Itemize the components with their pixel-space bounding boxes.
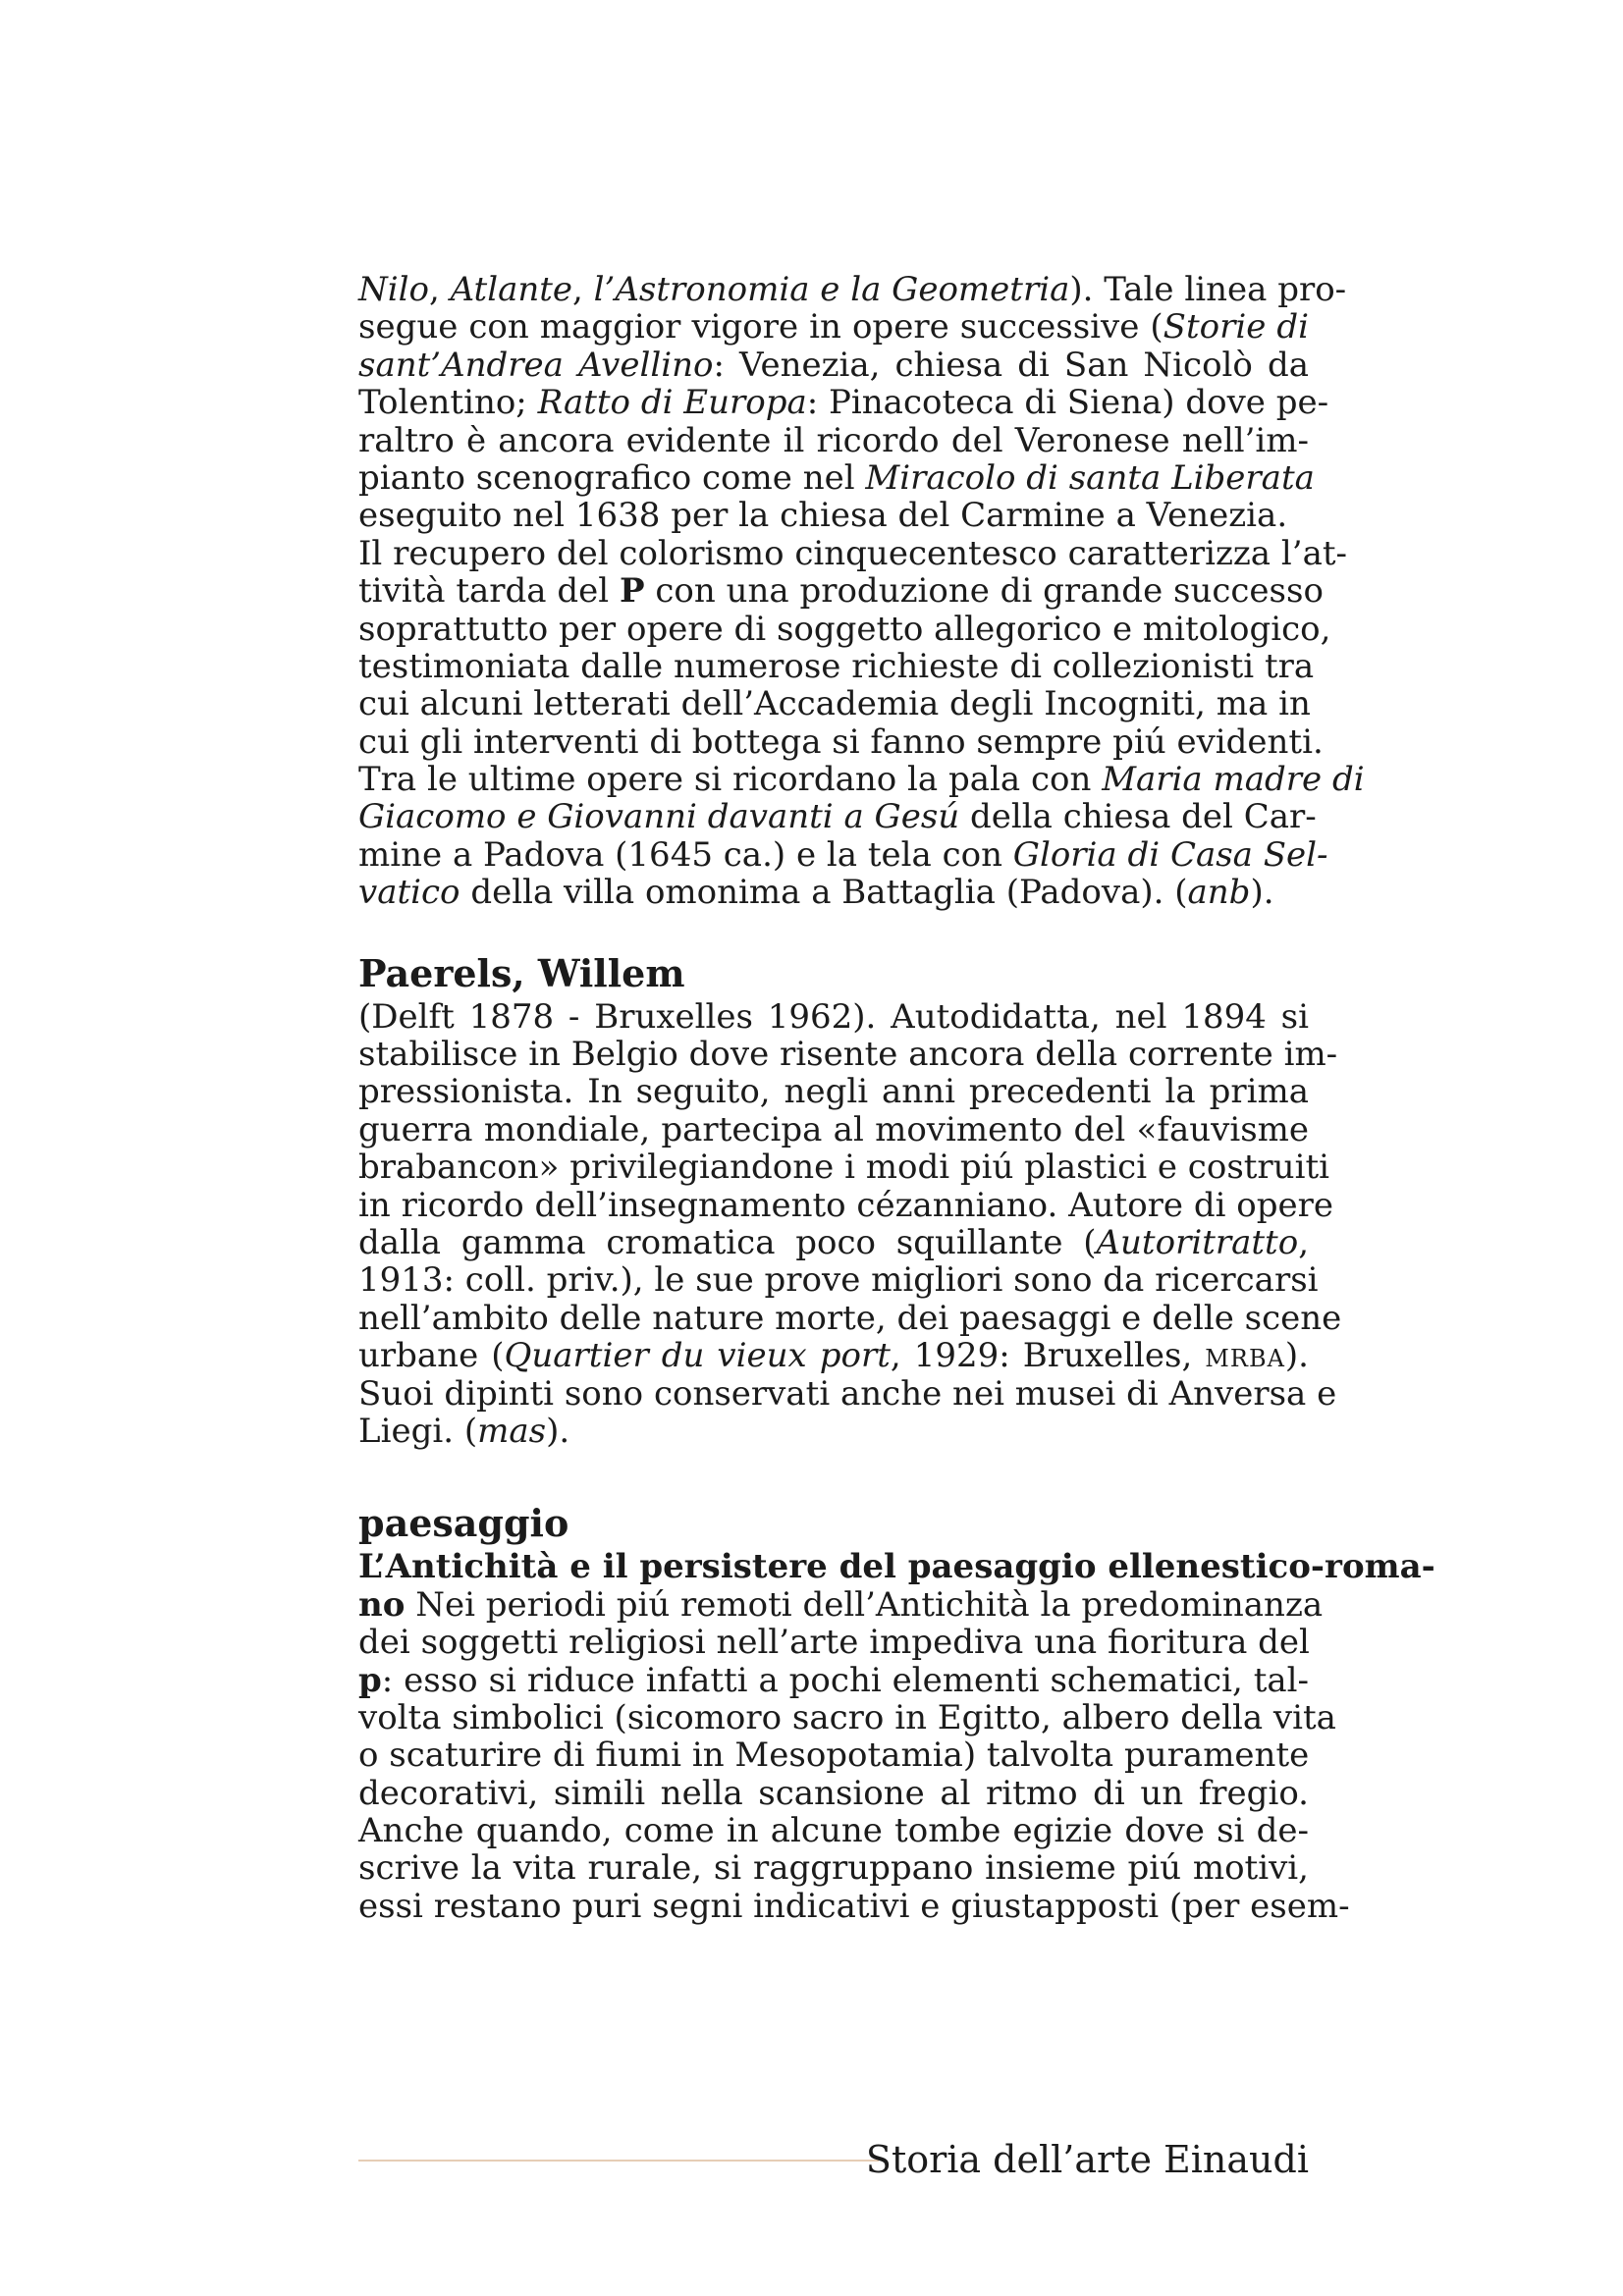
text-run: ). xyxy=(1284,1336,1309,1376)
text-line xyxy=(358,571,1324,612)
text-run: Giacomo e Giovanni davanti a Gesú xyxy=(358,797,960,837)
text-run: mas xyxy=(477,1411,547,1451)
text-line xyxy=(358,646,1315,686)
text-line xyxy=(358,1812,1309,1849)
text-run: : esso si riduce infatti a pochi elementi schematici, tal- xyxy=(381,1660,1309,1700)
entry-paesaggio xyxy=(358,1501,1435,1926)
text-run: della villa omonima a Battaglia (Padova). ( xyxy=(460,873,1188,913)
text-line xyxy=(358,1337,1309,1374)
text-run: essi restano puri segni indicativi e giustapposti (per esem- xyxy=(358,1886,1350,1926)
text-run: brabancon» privilegiandone i modi piú plastici e costruiti xyxy=(358,1148,1329,1188)
text-run: ). xyxy=(546,1411,570,1451)
text-run: segue con maggior vigore in opere successive ( xyxy=(358,307,1163,347)
text-run: , xyxy=(572,270,594,309)
text-line xyxy=(358,1775,1309,1812)
text-run: L’Antichità e il persistere del paesaggio ellenestico-roma- xyxy=(358,1547,1435,1587)
text-run: eseguito nel 1638 per la chiesa del Carmine a Venezia. xyxy=(358,496,1288,536)
text-run: Anche quando, come in alcune tombe egizie dove si de- xyxy=(358,1811,1309,1851)
text-run: 1913: coll. priv.), le sue prove migliori sono da ricercarsi xyxy=(358,1260,1319,1301)
text-line xyxy=(358,685,1309,722)
text-line xyxy=(358,308,1309,346)
text-run: con una produzione di grande successo xyxy=(644,571,1324,612)
text-run: , 1929: Bruxelles, xyxy=(890,1336,1206,1376)
text-column xyxy=(358,270,1435,1926)
text-line xyxy=(358,457,1315,498)
text-line xyxy=(358,1736,1309,1774)
text-run: dalla gamma cromatica poco squillante ( xyxy=(358,1222,1097,1262)
text-line xyxy=(358,1373,1337,1414)
text-line xyxy=(358,533,1347,573)
text-run: in ricordo dell’insegnamento cézanniano. Autore di opere xyxy=(358,1185,1334,1225)
text-run: , xyxy=(1298,1222,1309,1262)
text-run: Suoi dipinti sono conservati anche nei musei di Anversa e xyxy=(358,1373,1337,1414)
text-line xyxy=(358,609,1331,649)
text-run: p xyxy=(358,1660,382,1700)
text-run: Atlante xyxy=(450,270,573,309)
text-line xyxy=(358,1413,1309,1450)
text-line xyxy=(358,1697,1336,1737)
text-line xyxy=(358,270,1347,309)
text-run: ). xyxy=(1250,873,1274,913)
text-line xyxy=(358,1662,1309,1699)
text-line xyxy=(358,1148,1329,1188)
text-run: raltro è ancora evidente il ricordo del Veronese nell’im- xyxy=(358,420,1309,460)
text-run: : Pinacoteca di Siena) dove pe- xyxy=(806,383,1329,423)
text-line xyxy=(358,1624,1309,1661)
text-run: Quartier du vieux port xyxy=(504,1336,891,1376)
text-line xyxy=(358,797,1317,837)
text-run: volta simbolici (sicomoro sacro in Egitto, albero della vita xyxy=(358,1697,1336,1737)
text-run: Il recupero del colorismo cinquecentesco caratterizza l’at- xyxy=(358,533,1347,573)
text-run: Tra le ultime opere si ricordano la pala con xyxy=(358,760,1103,800)
text-run: MRBA xyxy=(1205,1345,1285,1373)
text-run: : Venezia, chiesa di San Nicolò da xyxy=(713,345,1309,385)
text-run: Nilo xyxy=(358,270,429,309)
text-line xyxy=(358,1547,1435,1587)
text-run: scrive la vita rurale, si raggruppano insieme piú motivi, xyxy=(358,1848,1309,1889)
text-line xyxy=(358,1260,1319,1301)
text-run: Autoritratto xyxy=(1096,1222,1299,1262)
text-run: Storie di xyxy=(1163,307,1309,347)
text-run: Tolentino; xyxy=(358,383,538,423)
text-line xyxy=(358,1886,1350,1926)
text-run: urbane ( xyxy=(358,1336,505,1376)
text-run: cui alcuni letterati dell’Accademia degli Incogniti, ma in xyxy=(358,684,1311,724)
text-line xyxy=(358,1185,1334,1225)
text-run: ). Tale linea pro- xyxy=(1069,270,1347,309)
text-run: Miracolo di santa Liberata xyxy=(865,457,1315,498)
text-line xyxy=(358,1584,1324,1625)
text-run: decorativi, simili nella scansione al ritmo di un fregio. xyxy=(358,1773,1309,1813)
text-line xyxy=(358,497,1309,534)
text-run: stabilisce in Belgio dove risente ancora della corrente im- xyxy=(358,1035,1338,1075)
footer-rule xyxy=(358,2160,879,2162)
text-run: Nei periodi piú remoti dell’Antichità la predominanza xyxy=(405,1584,1324,1625)
text-run: tività tarda del xyxy=(358,571,620,612)
text-run: Maria madre di xyxy=(1102,760,1365,800)
text-run: soprattutto per opere di soggetto allegorico e mitologico, xyxy=(358,609,1331,649)
text-run: testimoniata dalle numerose richieste di collezionisti tra xyxy=(358,646,1315,686)
text-run: anb xyxy=(1187,873,1251,913)
text-run: (Delft 1878 - Bruxelles 1962). Autodidatta, nel 1894 si xyxy=(358,996,1309,1037)
text-run: della chiesa del Car- xyxy=(959,797,1317,837)
text-line xyxy=(358,1111,1309,1148)
text-line xyxy=(358,383,1329,423)
text-run: pianto scenografico come nel xyxy=(358,457,866,498)
text-line xyxy=(358,721,1324,762)
entry-continuation xyxy=(358,270,1365,913)
text-run: cui gli interventi di bottega si fanno sempre piú evidenti. xyxy=(358,721,1324,762)
entry-title: paesaggio xyxy=(358,1501,569,1546)
footer-publisher: Storia dell’arte Einaudi xyxy=(865,2138,1309,2181)
text-run: mine a Padova (1645 ca.) e la tela con xyxy=(358,834,1013,875)
text-line xyxy=(358,1849,1309,1887)
text-run: pressionista. In seguito, negli anni precedenti la prima xyxy=(358,1072,1309,1112)
text-line xyxy=(358,998,1309,1036)
text-run: no xyxy=(358,1584,406,1625)
text-line xyxy=(358,1035,1338,1075)
text-line xyxy=(358,347,1309,384)
text-line xyxy=(358,874,1309,911)
text-line xyxy=(358,422,1309,459)
text-line xyxy=(358,1224,1309,1261)
text-run: Ratto di Europa xyxy=(537,383,807,423)
text-line xyxy=(358,760,1365,800)
text-run: Gloria di Casa Sel- xyxy=(1012,834,1328,875)
text-run: dei soggetti religiosi nell’arte impediva una fioritura del xyxy=(358,1623,1310,1663)
text-line xyxy=(358,1073,1309,1110)
entry-paerels xyxy=(358,950,1342,1451)
text-run: guerra mondiale, partecipa al movimento del «fauvisme xyxy=(358,1109,1309,1149)
text-run: P xyxy=(619,571,645,612)
text-line xyxy=(358,834,1328,875)
text-run: sant’Andrea Avellino xyxy=(358,345,714,385)
text-run: , xyxy=(428,270,451,309)
text-run: vatico xyxy=(358,873,460,913)
text-run: Liegi. ( xyxy=(358,1411,478,1451)
entry-title: Paerels, Willem xyxy=(358,950,685,995)
text-run: o scaturire di fiumi in Mesopotamia) talvolta puramente xyxy=(358,1735,1310,1776)
text-run: nell’ambito delle nature morte, dei paesaggi e delle scene xyxy=(358,1298,1342,1338)
text-line xyxy=(358,1298,1342,1338)
text-run: l’Astronomia e la Geometria xyxy=(593,270,1070,309)
